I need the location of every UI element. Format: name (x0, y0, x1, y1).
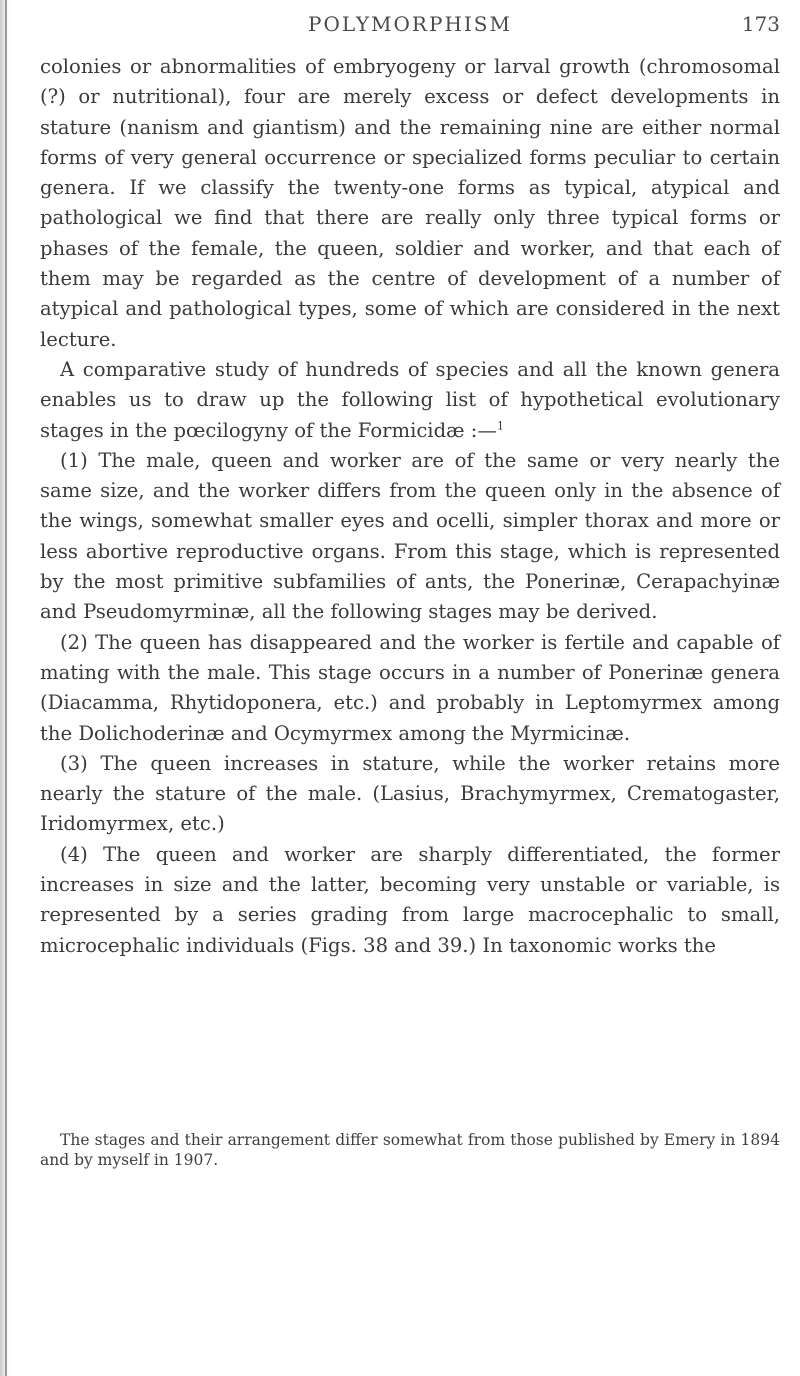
list-item-stage-3: (3) The queen increases in stature, while the worker retains more nearly the stature of the male. (Lasius, Brachymyrmex, Crematogaster, Iridomyrmex, etc.) (40, 751, 780, 836)
footnote-marker: 1 (496, 419, 504, 433)
page-edge-shadow (0, 0, 10, 1376)
list-item-stage-1: (1) The male, queen and worker are of the same or very nearly the same size, and the worker differs from the queen only in the absence of the wings, somewhat smaller eyes and ocelli, simpler thorax and more or less abortive reproductive organs. From this stage, which is represented by the most primitive subfamilies of ants, the Ponerinæ, Cerapachyinæ and Pseudomyrminæ, all the following stages may be derived. (40, 448, 780, 624)
page-number: 173 (741, 12, 780, 36)
list-item-stage-2: (2) The queen has disappeared and the worker is fertile and capable of mating with the male. This stage occurs in a number of Ponerinæ genera (Diacamma, Rhytidoponera, etc.) and probably in Leptomyrmex among the Dolichoderinæ and Ocymyrmex among the Myrmicinæ. (40, 630, 780, 745)
paragraph-intro-text: A comparative study of hundreds of species and all the known genera enables us to draw up the following list of hypothetical evolutionary stages in the pœcilogyny of the Formicidæ :— (40, 357, 780, 442)
paragraph-intro (40, 355, 780, 446)
footnote: The stages and their arrangement differ somewhat from those published by Emery in 1894 and by myself in 1907. (40, 1131, 780, 1169)
body-text (40, 52, 780, 961)
running-head: POLYMORPHISM (308, 12, 512, 36)
paragraph-continued: colonies or abnormalities of embryogeny or larval growth (chromosomal (?) or nutritional), four are merely excess or defect developments in stature (nanism and giantism) and the remaining nine are either normal forms of very general occurrence or specialized forms peculiar to certain genera. If we classify the twenty-one forms as typical, atypical and pathological we find that there are really only three typical forms or phases of the female, the queen, soldier and worker, and that each of them may be regarded as the centre of development of a number of atypical and pathological types, some of which are considered in the next lecture. (40, 55, 780, 351)
list-item-stage-4: (4) The queen and worker are sharply differentiated, the former increases in size and the latter, becoming very unstable or variable, is represented by a series grading from large macrocephalic to small, microcephalic individuals (Figs. 38 and 39.) In taxonomic works the (40, 842, 780, 957)
page-header (40, 12, 780, 44)
